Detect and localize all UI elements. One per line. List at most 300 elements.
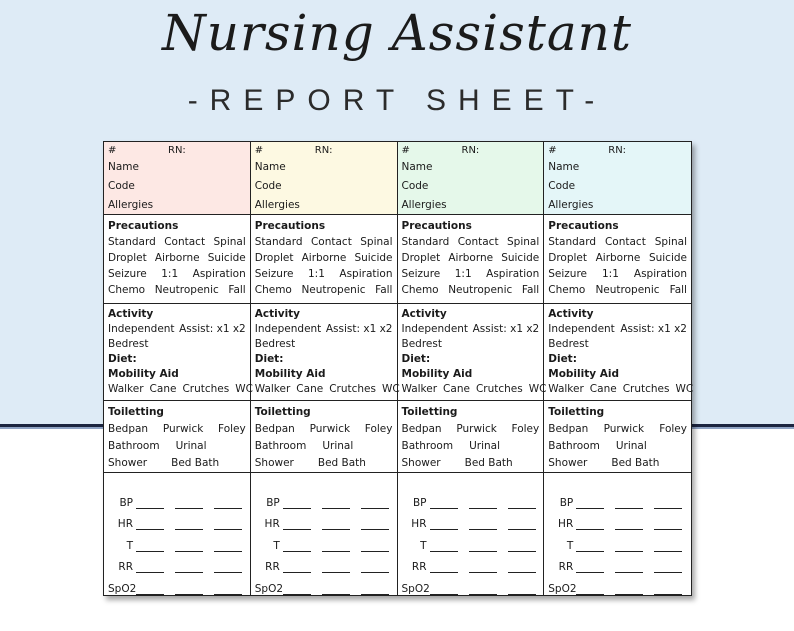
- option-spinal[interactable]: Spinal: [360, 236, 393, 248]
- option-standard[interactable]: Standard: [401, 236, 450, 248]
- option-assist[interactable]: Assist: x1 x2: [620, 323, 687, 335]
- vital-row-spo2: [108, 573, 246, 595]
- report-sheet: [103, 141, 692, 596]
- vital-blank[interactable]: [508, 500, 536, 509]
- vital-label: HR: [264, 518, 280, 530]
- option-neutropenic[interactable]: Neutropenic: [154, 284, 219, 296]
- option-walker[interactable]: Walker: [254, 383, 291, 395]
- activity-label: Activity: [401, 308, 447, 320]
- vital-blank[interactable]: [283, 564, 311, 573]
- vital-row-spo2: [402, 573, 540, 595]
- vital-label: T: [420, 539, 427, 552]
- option-one-to-one[interactable]: 1:1: [454, 268, 472, 280]
- activity-section: [104, 304, 253, 401]
- vital-blank[interactable]: [654, 586, 682, 595]
- vital-blank[interactable]: [175, 521, 203, 530]
- number-label: #: [548, 145, 557, 156]
- mobility-aid-label: Mobility Aid: [254, 368, 326, 380]
- precautions-label: Precautions: [254, 220, 326, 232]
- vital-blank[interactable]: [361, 500, 389, 509]
- vital-blank[interactable]: [175, 564, 203, 573]
- option-chemo[interactable]: Chemo: [548, 284, 586, 296]
- vital-blank[interactable]: [430, 586, 458, 595]
- option-spinal[interactable]: Spinal: [213, 236, 246, 248]
- precautions-row: [255, 282, 393, 298]
- precautions-row: [255, 250, 393, 266]
- option-crutches[interactable]: Crutches: [329, 383, 376, 395]
- option-walker[interactable]: Walker: [548, 383, 584, 395]
- option-bathroom[interactable]: Bathroom: [108, 440, 160, 452]
- vital-blank[interactable]: [322, 586, 350, 595]
- activity-row: [108, 322, 246, 337]
- option-bed-bath[interactable]: Bed Bath: [317, 457, 366, 469]
- vital-blank[interactable]: [654, 521, 682, 530]
- allergies-field[interactable]: Allergies: [108, 199, 154, 211]
- option-shower[interactable]: Shower: [108, 457, 148, 469]
- vital-blank[interactable]: [430, 500, 458, 509]
- option-wc[interactable]: WC: [235, 383, 253, 395]
- vital-label: HR: [411, 518, 427, 530]
- vital-blank[interactable]: [469, 586, 497, 595]
- option-standard[interactable]: Standard: [254, 236, 303, 248]
- mobility-row: [401, 382, 547, 397]
- precautions-row: [548, 250, 687, 266]
- vital-blank[interactable]: [576, 564, 604, 573]
- vital-row-bp: [255, 487, 393, 509]
- vital-blank[interactable]: [469, 521, 497, 530]
- option-aspiration[interactable]: Aspiration: [633, 268, 687, 280]
- option-wc[interactable]: WC: [675, 383, 694, 395]
- allergies-field[interactable]: Allergies: [401, 199, 447, 211]
- name-field[interactable]: Name: [401, 161, 433, 173]
- option-contact[interactable]: Contact: [457, 236, 499, 248]
- option-cane[interactable]: Cane: [149, 383, 177, 395]
- diet-label: Diet:: [254, 353, 284, 365]
- vital-label: SpO2: [254, 582, 284, 595]
- diet-label: Diet:: [108, 353, 137, 365]
- option-bedpan[interactable]: Bedpan: [108, 423, 149, 435]
- option-chemo[interactable]: Chemo: [254, 284, 292, 296]
- code-field[interactable]: Code: [254, 180, 282, 192]
- precautions-row: [255, 266, 393, 282]
- precautions-row: [402, 250, 540, 266]
- vital-blank[interactable]: [654, 543, 682, 552]
- vital-blank[interactable]: [322, 564, 350, 573]
- name-field[interactable]: Name: [548, 161, 580, 173]
- patient-header: [251, 142, 397, 215]
- option-purwick[interactable]: Purwick: [456, 423, 497, 435]
- activity-row: [402, 322, 540, 337]
- option-one-to-one[interactable]: 1:1: [161, 268, 179, 280]
- option-spinal[interactable]: Spinal: [506, 236, 540, 248]
- option-seizure[interactable]: Seizure: [401, 268, 441, 280]
- vital-label: T: [126, 539, 133, 552]
- vital-row-t: [548, 530, 687, 552]
- vital-blank[interactable]: [469, 500, 497, 509]
- option-foley[interactable]: Foley: [511, 423, 540, 435]
- option-aspiration[interactable]: Aspiration: [192, 268, 246, 280]
- option-urinal[interactable]: Urinal: [322, 440, 354, 452]
- option-bedpan[interactable]: Bedpan: [401, 423, 442, 435]
- toiletting-section: [251, 401, 397, 473]
- mobility-row: [108, 382, 253, 397]
- option-independent[interactable]: Independent: [548, 323, 615, 335]
- precautions-section: [398, 215, 544, 304]
- vital-blank[interactable]: [175, 543, 203, 552]
- option-independent[interactable]: Independent: [108, 323, 175, 335]
- option-bathroom[interactable]: Bathroom: [548, 440, 600, 452]
- option-fall[interactable]: Fall: [669, 284, 687, 296]
- option-crutches[interactable]: Crutches: [182, 383, 230, 395]
- toiletting-label: Toiletting: [254, 406, 311, 418]
- vitals-section: [544, 473, 691, 595]
- vital-row-t: [402, 530, 540, 552]
- activity-row: [255, 322, 393, 337]
- vital-label: BP: [119, 496, 133, 509]
- toiletting-row: [548, 455, 687, 472]
- option-contact[interactable]: Contact: [604, 236, 646, 248]
- option-fall[interactable]: Fall: [228, 284, 246, 296]
- option-bedpan[interactable]: Bedpan: [548, 423, 589, 435]
- precautions-row: [108, 234, 246, 250]
- vital-row-rr: [108, 552, 246, 574]
- option-neutropenic[interactable]: Neutropenic: [301, 284, 366, 296]
- vital-label: RR: [118, 561, 133, 573]
- option-cane[interactable]: Cane: [589, 383, 617, 395]
- vital-blank[interactable]: [615, 500, 643, 509]
- vital-blank[interactable]: [175, 586, 203, 595]
- vital-blank[interactable]: [508, 586, 536, 595]
- vital-blank[interactable]: [322, 543, 350, 552]
- option-chemo[interactable]: Chemo: [401, 284, 439, 296]
- toiletting-row: [402, 421, 540, 438]
- vital-blank[interactable]: [283, 521, 311, 530]
- vital-blank[interactable]: [430, 564, 458, 573]
- vital-blank[interactable]: [654, 500, 682, 509]
- vital-label: HR: [117, 518, 133, 530]
- option-standard[interactable]: Standard: [108, 236, 156, 248]
- diet-label: Diet:: [401, 353, 431, 365]
- toiletting-label: Toiletting: [401, 406, 458, 418]
- vital-blank[interactable]: [361, 586, 389, 595]
- option-aspiration[interactable]: Aspiration: [486, 268, 540, 280]
- option-purwick[interactable]: Purwick: [309, 423, 351, 435]
- number-label: #: [401, 145, 410, 156]
- option-one-to-one[interactable]: 1:1: [308, 268, 325, 280]
- precautions-row: [548, 234, 687, 250]
- vital-blank[interactable]: [615, 586, 643, 595]
- option-bedrest[interactable]: Bedrest: [548, 338, 589, 350]
- option-bedpan[interactable]: Bedpan: [254, 423, 295, 435]
- allergies-field[interactable]: Allergies: [548, 199, 594, 211]
- option-urinal[interactable]: Urinal: [469, 440, 501, 452]
- vital-label: T: [273, 539, 280, 552]
- option-shower[interactable]: Shower: [401, 457, 441, 469]
- option-bed-bath[interactable]: Bed Bath: [171, 457, 220, 469]
- option-crutches[interactable]: Crutches: [475, 383, 523, 395]
- toiletting-label: Toiletting: [108, 406, 164, 418]
- code-field[interactable]: Code: [401, 180, 429, 192]
- option-suicide[interactable]: Suicide: [207, 252, 246, 264]
- toiletting-row: [402, 455, 540, 472]
- vital-label: RR: [411, 561, 427, 573]
- precautions-row: [548, 266, 687, 282]
- vital-blank[interactable]: [576, 586, 604, 595]
- vital-blank[interactable]: [214, 543, 242, 552]
- code-field[interactable]: Code: [108, 180, 135, 192]
- precautions-row: [548, 282, 687, 298]
- activity-label: Activity: [108, 308, 154, 320]
- option-fall[interactable]: Fall: [521, 284, 540, 296]
- name-field[interactable]: Name: [108, 161, 139, 173]
- vital-blank[interactable]: [361, 564, 389, 573]
- option-bathroom[interactable]: Bathroom: [401, 440, 454, 452]
- patient-header: [544, 142, 691, 215]
- name-field[interactable]: Name: [254, 161, 286, 173]
- patient-column-4: [544, 142, 694, 595]
- option-walker[interactable]: Walker: [401, 383, 438, 395]
- precautions-row: [108, 282, 246, 298]
- vital-row-t: [108, 530, 246, 552]
- vital-blank[interactable]: [361, 521, 389, 530]
- option-crutches[interactable]: Crutches: [622, 383, 670, 395]
- title-subtitle: -REPORT SHEET-: [187, 84, 607, 117]
- option-shower[interactable]: Shower: [548, 457, 588, 469]
- vital-blank[interactable]: [136, 564, 164, 573]
- option-bedrest[interactable]: Bedrest: [401, 338, 442, 350]
- option-independent[interactable]: Independent: [401, 323, 469, 335]
- code-field[interactable]: Code: [548, 180, 576, 192]
- number-label: #: [108, 145, 117, 156]
- option-purwick[interactable]: Purwick: [603, 423, 645, 435]
- option-droplet[interactable]: Droplet: [548, 252, 588, 264]
- vital-blank[interactable]: [214, 500, 242, 509]
- toiletting-row: [108, 421, 246, 438]
- vital-blank[interactable]: [214, 586, 242, 595]
- option-spinal[interactable]: Spinal: [654, 236, 687, 248]
- vital-blank[interactable]: [430, 521, 458, 530]
- option-contact[interactable]: Contact: [310, 236, 352, 248]
- option-purwick[interactable]: Purwick: [162, 423, 204, 435]
- vital-label: SpO2: [401, 582, 430, 595]
- activity-section: [544, 304, 694, 401]
- vital-blank[interactable]: [361, 543, 389, 552]
- precautions-label: Precautions: [108, 220, 179, 232]
- option-shower[interactable]: Shower: [254, 457, 294, 469]
- option-urinal[interactable]: Urinal: [615, 440, 647, 452]
- vital-blank[interactable]: [322, 521, 350, 530]
- option-foley[interactable]: Foley: [659, 423, 687, 435]
- vital-row-spo2: [548, 573, 687, 595]
- vital-blank[interactable]: [615, 564, 643, 573]
- vital-label: BP: [412, 496, 427, 509]
- precautions-row: [402, 234, 540, 250]
- vital-row-hr: [548, 509, 687, 531]
- vitals-section: [398, 473, 544, 595]
- option-contact[interactable]: Contact: [164, 236, 206, 248]
- vital-label: HR: [558, 518, 574, 530]
- option-seizure[interactable]: Seizure: [108, 268, 147, 280]
- toiletting-row: [402, 438, 540, 455]
- vital-row-rr: [255, 552, 393, 574]
- vitals-section: [251, 473, 397, 595]
- vital-blank[interactable]: [508, 521, 536, 530]
- mobility-aid-label: Mobility Aid: [548, 368, 619, 380]
- vital-blank[interactable]: [576, 521, 604, 530]
- patient-column-1: [104, 142, 251, 595]
- vital-blank[interactable]: [508, 564, 536, 573]
- vital-row-spo2: [255, 573, 393, 595]
- option-aspiration[interactable]: Aspiration: [339, 268, 393, 280]
- vitals-section: [104, 473, 250, 595]
- precautions-section: [544, 215, 691, 304]
- vital-label: RR: [265, 561, 280, 573]
- vital-row-bp: [402, 487, 540, 509]
- vital-label: BP: [266, 496, 280, 509]
- patient-column-3: [398, 142, 545, 595]
- mobility-aid-label: Mobility Aid: [401, 368, 473, 380]
- activity-label: Activity: [254, 308, 301, 320]
- mobility-row: [548, 382, 694, 397]
- vital-row-rr: [548, 552, 687, 574]
- option-suicide[interactable]: Suicide: [501, 252, 540, 264]
- vital-row-hr: [255, 509, 393, 531]
- toiletting-row: [108, 455, 246, 472]
- number-label: #: [254, 145, 264, 156]
- option-droplet[interactable]: Droplet: [254, 252, 294, 264]
- vital-row-bp: [548, 487, 687, 509]
- option-suicide[interactable]: Suicide: [354, 252, 393, 264]
- option-neutropenic[interactable]: Neutropenic: [448, 284, 513, 296]
- mobility-aid-label: Mobility Aid: [108, 368, 179, 380]
- vital-label: T: [566, 539, 574, 552]
- option-one-to-one[interactable]: 1:1: [602, 268, 619, 280]
- vital-blank[interactable]: [469, 564, 497, 573]
- vital-label: SpO2: [548, 582, 577, 595]
- option-independent[interactable]: Independent: [254, 323, 322, 335]
- precautions-section: [251, 215, 397, 304]
- option-wc[interactable]: WC: [528, 383, 547, 395]
- option-wc[interactable]: WC: [381, 383, 400, 395]
- option-urinal[interactable]: Urinal: [175, 440, 207, 452]
- vital-blank[interactable]: [615, 521, 643, 530]
- patient-header: [104, 142, 250, 215]
- option-walker[interactable]: Walker: [108, 383, 144, 395]
- vital-blank[interactable]: [175, 500, 203, 509]
- option-foley[interactable]: Foley: [218, 423, 246, 435]
- option-droplet[interactable]: Droplet: [401, 252, 441, 264]
- vital-blank[interactable]: [322, 500, 350, 509]
- vital-blank[interactable]: [576, 500, 604, 509]
- rn-label: RN:: [608, 145, 627, 156]
- toiletting-label: Toiletting: [548, 406, 605, 418]
- precautions-row: [108, 250, 246, 266]
- vital-blank[interactable]: [615, 543, 643, 552]
- option-bed-bath[interactable]: Bed Bath: [611, 457, 660, 469]
- precautions-section: [104, 215, 250, 304]
- vital-blank[interactable]: [576, 543, 604, 552]
- vital-blank[interactable]: [654, 564, 682, 573]
- vital-row-t: [255, 530, 393, 552]
- option-chemo[interactable]: Chemo: [108, 284, 146, 296]
- option-foley[interactable]: Foley: [364, 423, 393, 435]
- activity-label: Activity: [548, 308, 594, 320]
- vital-blank[interactable]: [283, 586, 311, 595]
- toiletting-section: [544, 401, 691, 473]
- vital-blank[interactable]: [430, 543, 458, 552]
- patient-header: [398, 142, 544, 215]
- vital-blank[interactable]: [136, 543, 164, 552]
- option-bathroom[interactable]: Bathroom: [254, 440, 307, 452]
- option-assist[interactable]: Assist: x1 x2: [472, 323, 540, 335]
- option-standard[interactable]: Standard: [548, 236, 597, 248]
- precautions-label: Precautions: [401, 220, 472, 232]
- toiletting-row: [108, 438, 246, 455]
- vital-blank[interactable]: [136, 586, 164, 595]
- rn-label: RN:: [314, 145, 333, 156]
- toiletting-row: [255, 421, 393, 438]
- option-suicide[interactable]: Suicide: [648, 252, 687, 264]
- vital-label: RR: [558, 561, 574, 573]
- toiletting-row: [548, 438, 687, 455]
- activity-section: [398, 304, 547, 401]
- vital-blank[interactable]: [469, 543, 497, 552]
- precautions-row: [108, 266, 246, 282]
- precautions-row: [402, 266, 540, 282]
- option-airborne[interactable]: Airborne: [154, 252, 200, 264]
- option-bedrest[interactable]: Bedrest: [108, 338, 149, 350]
- vital-blank[interactable]: [283, 500, 311, 509]
- toiletting-section: [398, 401, 544, 473]
- vital-row-rr: [402, 552, 540, 574]
- option-droplet[interactable]: Droplet: [108, 252, 147, 264]
- option-bedrest[interactable]: Bedrest: [254, 338, 296, 350]
- precautions-row: [402, 282, 540, 298]
- vital-blank[interactable]: [508, 543, 536, 552]
- vital-blank[interactable]: [283, 543, 311, 552]
- vital-blank[interactable]: [136, 521, 164, 530]
- option-cane[interactable]: Cane: [296, 383, 324, 395]
- precautions-row: [255, 234, 393, 250]
- diet-label: Diet:: [548, 353, 577, 365]
- option-airborne[interactable]: Airborne: [448, 252, 494, 264]
- allergies-field[interactable]: Allergies: [254, 199, 300, 211]
- toiletting-section: [104, 401, 250, 473]
- option-bed-bath[interactable]: Bed Bath: [464, 457, 513, 469]
- rn-label: RN:: [461, 145, 480, 156]
- mobility-row: [254, 382, 400, 397]
- option-seizure[interactable]: Seizure: [548, 268, 588, 280]
- patient-column-2: [251, 142, 398, 595]
- option-fall[interactable]: Fall: [375, 284, 393, 296]
- title-script: Nursing Assistant: [162, 4, 632, 62]
- option-assist[interactable]: Assist: x1 x2: [179, 323, 246, 335]
- option-airborne[interactable]: Airborne: [301, 252, 347, 264]
- option-neutropenic[interactable]: Neutropenic: [595, 284, 660, 296]
- toiletting-row: [548, 421, 687, 438]
- vital-label: BP: [559, 496, 574, 509]
- precautions-label: Precautions: [548, 220, 619, 232]
- option-assist[interactable]: Assist: x1 x2: [325, 323, 393, 335]
- toiletting-row: [255, 438, 393, 455]
- vital-blank[interactable]: [214, 564, 242, 573]
- option-seizure[interactable]: Seizure: [254, 268, 294, 280]
- vital-blank[interactable]: [214, 521, 242, 530]
- vital-row-bp: [108, 487, 246, 509]
- vital-blank[interactable]: [136, 500, 164, 509]
- option-airborne[interactable]: Airborne: [595, 252, 641, 264]
- option-cane[interactable]: Cane: [443, 383, 470, 395]
